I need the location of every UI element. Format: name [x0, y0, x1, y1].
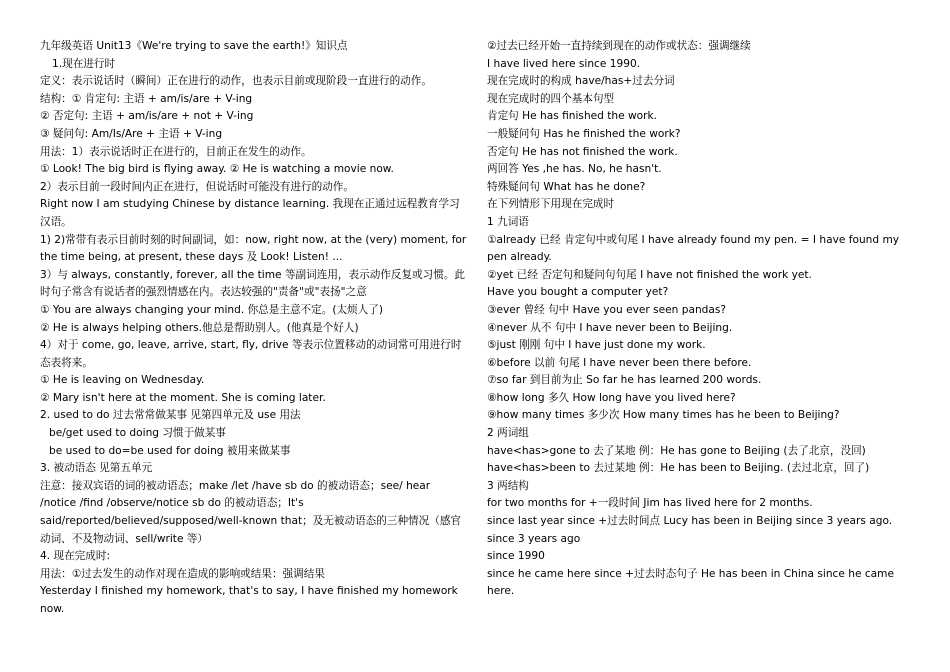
text-line: since last year since +过去时间点 Lucy has been in Beijing since 3 years ago.	[487, 515, 893, 528]
text-line: 一般疑问句 Has he finished the work?	[487, 127, 681, 140]
text-line: be used to do=be used for doing 被用来做某事	[49, 444, 291, 457]
text-line: 结构：① 肯定句: 主语 + am/is/are + V-ing	[40, 92, 253, 105]
subsection-heading-nine-words: 1 九词语	[487, 215, 529, 228]
text-line: ⑤just 刚刚 句中 I have just done my work.	[487, 339, 706, 352]
document-title: 九年级英语 Unit13《We're trying to save the earth!》知识点	[40, 40, 348, 52]
text-line: 特殊疑问句 What has he done?	[487, 180, 646, 193]
text-line: for two months for +一段时间 Jim has lived here for 2 months.	[487, 497, 813, 510]
text-line: ① Look! The big bird is flying away. ② He is watching a movie now.	[40, 163, 394, 176]
text-line: ③ 疑问句: Am/Is/Are + 主语 + V-ing	[40, 127, 223, 140]
text-line: ⑥before 以前 句尾 I have never been there before.	[487, 356, 752, 369]
text-line: 现在完成时的构成 have/has+过去分词	[487, 75, 675, 88]
text-line: ②过去已经开始一直持续到现在的动作或状态：强调继续	[487, 40, 751, 52]
section-heading-passive-voice: 3. 被动语态 见第五单元	[40, 462, 153, 475]
text-line: I have lived here since 1990.	[487, 57, 641, 70]
text-line: ① He is leaving on Wednesday.	[40, 374, 205, 387]
text-line: since 3 years ago	[487, 532, 581, 545]
text-line: 用法：①过去发生的动作对现在造成的影响或结果：强调结果	[40, 567, 325, 580]
text-line: 用法：1）表示说话时正在进行的，目前正在发生的动作。	[40, 145, 312, 158]
text-line: ① You are always changing your mind. 你总是主意不定。(太烦人了)	[40, 303, 383, 316]
text-paragraph: 4）对于 come, go, leave, arrive, start, fly, drive 等表示位置移动的动词常可用进行时态表将来。	[40, 339, 462, 369]
left-column	[40, 38, 468, 619]
text-paragraph: since he came here since +过去时态句子 He has been in China since he came here.	[487, 567, 895, 598]
text-line: have<has>gone to 去了某地 例：He has gone to Beijing (去了北京，没回)	[487, 444, 866, 457]
text-line: ② Mary isn't here at the moment. She is coming later.	[40, 391, 326, 404]
text-line: 在下列情形下用现在完成时	[487, 198, 615, 211]
text-line: ⑧how long 多久 How long have you lived here?	[487, 391, 736, 404]
section-heading-present-perfect: 4. 现在完成时:	[40, 550, 111, 563]
text-line: ② He is always helping others.他总是帮助别人。(他真是个好人)	[40, 321, 359, 334]
text-line: 否定句 He has not finished the work.	[487, 145, 678, 158]
section-heading-used-to: 2. used to do 过去常常做某事 见第四单元及 use 用法	[40, 409, 301, 422]
text-paragraph: Yesterday I finished my homework, that's to say, I have finished my homework now.	[40, 585, 458, 615]
text-line: 两回答 Yes ,he has. No, he hasn't.	[487, 163, 662, 176]
text-line: 现在完成时的四个基本句型	[487, 92, 615, 105]
text-paragraph: ①already 已经 肯定句中或句尾 I have already found my pen. = I have found my pen already.	[487, 233, 900, 264]
text-line: ②yet 已经 否定句和疑问句句尾 I have not finished the work yet.	[487, 268, 812, 281]
text-line: 肯定句 He has finished the work.	[487, 110, 658, 123]
text-line: ② 否定句: 主语 + am/is/are + not + V-ing	[40, 110, 254, 123]
text-line: be/get used to doing 习惯于做某事	[49, 427, 226, 440]
text-line: ④never 从不 句中 I have never been to Beijing.	[487, 321, 733, 334]
subsection-heading-two-structures: 3 两结构	[487, 479, 529, 492]
text-paragraph: 3）与 always, constantly, forever, all the time 等副词连用，表示动作反复或习惯。此时句子常含有说话者的强烈情感在内。表达较强的"责备"或"表扬"之意	[40, 268, 466, 299]
subsection-heading-two-phrases: 2 两词组	[487, 427, 529, 440]
section-heading-present-continuous: 1.现在进行时	[52, 57, 116, 70]
text-line: ⑦so far 到目前为止 So far he has learned 200 words.	[487, 374, 762, 387]
text-line: since 1990	[487, 550, 545, 563]
text-line: ⑨how many times 多少次 How many times has he been to Beijing?	[487, 409, 840, 422]
text-line: ③ever 曾经 句中 Have you ever seen pandas?	[487, 303, 727, 316]
text-line: have<has>been to 去过某地 例：He has been to Beijing. (去过北京，回了)	[487, 462, 870, 475]
text-line: Have you bought a computer yet?	[487, 286, 669, 299]
text-paragraph: 1) 2)常带有表示目前时刻的时间副词，如：now, right now, at the (very) moment, for the time being, at present, these days 及 Look! Listen! ...	[40, 233, 467, 264]
text-line: 定义：表示说话时（瞬间）正在进行的动作，也表示目前或现阶段一直进行的动作。	[40, 75, 432, 88]
text-paragraph: 注意：接双宾语的词的被动语态；make /let /have sb do 的被动语态；see/ hear /notice /find /observe/notice sb do 的被动语态；It's said/reported/believed/supposed/well-known that；及无被动语态的三种情况（感官动词、不及物动词、sell/write 等）	[40, 479, 462, 545]
right-column	[487, 38, 907, 601]
text-line: 2）表示目前一段时间内正在进行，但说话时可能没有进行的动作。	[40, 180, 354, 193]
text-paragraph: Right now I am studying Chinese by distance learning. 我现在正通过远程教育学习汉语。	[40, 198, 460, 228]
